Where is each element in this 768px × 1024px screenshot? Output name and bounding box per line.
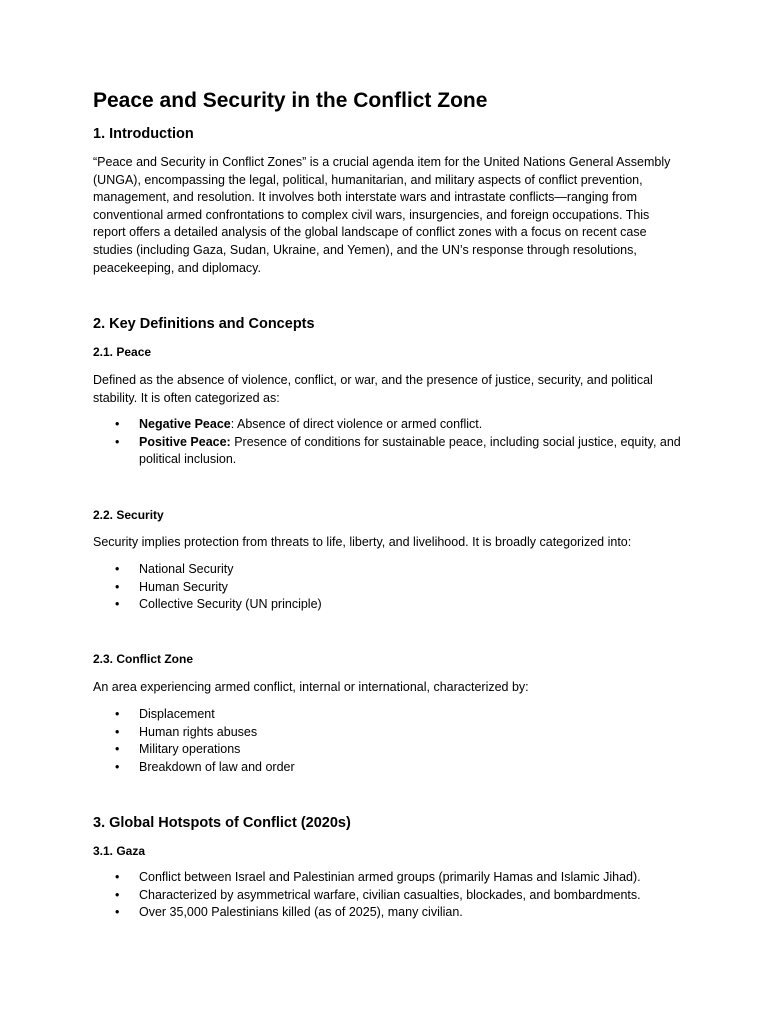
subsection-heading-gaza: 3.1. Gaza bbox=[93, 844, 146, 858]
security-paragraph: Security implies protection from threats to life, liberty, and livelihood. It is broadly categorized into: bbox=[93, 535, 632, 549]
term-negative-peace: Negative Peace bbox=[139, 417, 231, 431]
bullet-icon: • bbox=[115, 417, 120, 431]
gaza-bullet-list bbox=[93, 869, 683, 922]
bullet-icon: • bbox=[115, 887, 120, 902]
list-item bbox=[93, 724, 683, 742]
section-heading-introduction: 1. Introduction bbox=[93, 126, 194, 142]
bullet-icon: • bbox=[115, 597, 120, 612]
bullet-icon: • bbox=[115, 905, 120, 920]
list-item bbox=[93, 741, 683, 759]
bullet-icon: • bbox=[115, 759, 120, 774]
subsection-heading-peace: 2.1. Peace bbox=[93, 345, 152, 359]
list-item bbox=[93, 759, 683, 777]
list-item-text: Human rights abuses bbox=[139, 724, 258, 739]
list-item-text: National Security bbox=[139, 562, 234, 576]
list-item bbox=[93, 579, 683, 597]
bullet-icon: • bbox=[115, 870, 120, 884]
list-item-text: Collective Security (UN principle) bbox=[139, 597, 322, 612]
list-item-text: Displacement bbox=[139, 707, 215, 721]
list-item-text: Breakdown of law and order bbox=[139, 759, 295, 774]
list-item bbox=[93, 869, 683, 887]
list-item bbox=[93, 887, 683, 905]
definition-text: : Absence of direct violence or armed conflict. bbox=[230, 417, 483, 431]
list-item-text: Conflict between Israel and Palestinian armed groups (primarily Hamas and Islamic Jihad). bbox=[139, 870, 641, 884]
list-item bbox=[93, 561, 683, 579]
conflict-zone-paragraph: An area experiencing armed conflict, internal or international, characterized by: bbox=[93, 680, 529, 694]
list-item bbox=[93, 434, 683, 469]
list-item bbox=[93, 904, 683, 922]
security-bullet-list bbox=[93, 561, 683, 614]
bullet-icon: • bbox=[115, 724, 120, 739]
list-item-text: Over 35,000 Palestinians killed (as of 2025), many civilian. bbox=[139, 905, 463, 920]
section-heading-key-definitions: 2. Key Definitions and Concepts bbox=[93, 316, 315, 332]
conflict-zone-bullet-list bbox=[93, 706, 683, 776]
peace-paragraph: Defined as the absence of violence, conflict, or war, and the presence of justice, security, and political stability. It is often categorized as: bbox=[93, 373, 653, 405]
bullet-icon: • bbox=[115, 579, 120, 594]
list-item-text: Characterized by asymmetrical warfare, civilian casualties, blockades, and bombardments. bbox=[139, 887, 641, 902]
introduction-paragraph: “Peace and Security in Conflict Zones” is a crucial agenda item for the United Nations General Assembly (UNGA), encompassing the legal, political, humanitarian, and military aspects of conflict prevention, management, and resolution. It involves both interstate wars and intrastate conflicts—ranging from conventional armed confrontations to complex civil wars, insurgencies, and foreign occupations. This report offers a detailed analysis of the global landscape of conflict zones with a focus on recent case studies (including Gaza, Sudan, Ukraine, and Yemen), and the UN’s response through resolutions, peacekeeping, and diplomacy. bbox=[93, 155, 671, 275]
list-item-text: Human Security bbox=[139, 579, 228, 594]
document-title: Peace and Security in the Conflict Zone bbox=[93, 89, 488, 112]
definition-text: Presence of conditions for sustainable peace, including social justice, equity, and political inclusion. bbox=[139, 434, 681, 467]
list-item bbox=[93, 416, 683, 434]
peace-bullet-list bbox=[93, 416, 683, 469]
bullet-icon: • bbox=[115, 562, 120, 576]
term-positive-peace: Positive Peace: bbox=[139, 434, 231, 449]
bullet-icon: • bbox=[115, 434, 120, 449]
bullet-icon: • bbox=[115, 742, 120, 757]
section-heading-global-hotspots: 3. Global Hotspots of Conflict (2020s) bbox=[93, 815, 351, 831]
list-item bbox=[93, 706, 683, 724]
subsection-heading-security: 2.2. Security bbox=[93, 508, 164, 522]
list-item-text: Military operations bbox=[139, 742, 241, 757]
list-item bbox=[93, 596, 683, 614]
subsection-heading-conflict-zone: 2.3. Conflict Zone bbox=[93, 652, 194, 666]
bullet-icon: • bbox=[115, 707, 120, 721]
